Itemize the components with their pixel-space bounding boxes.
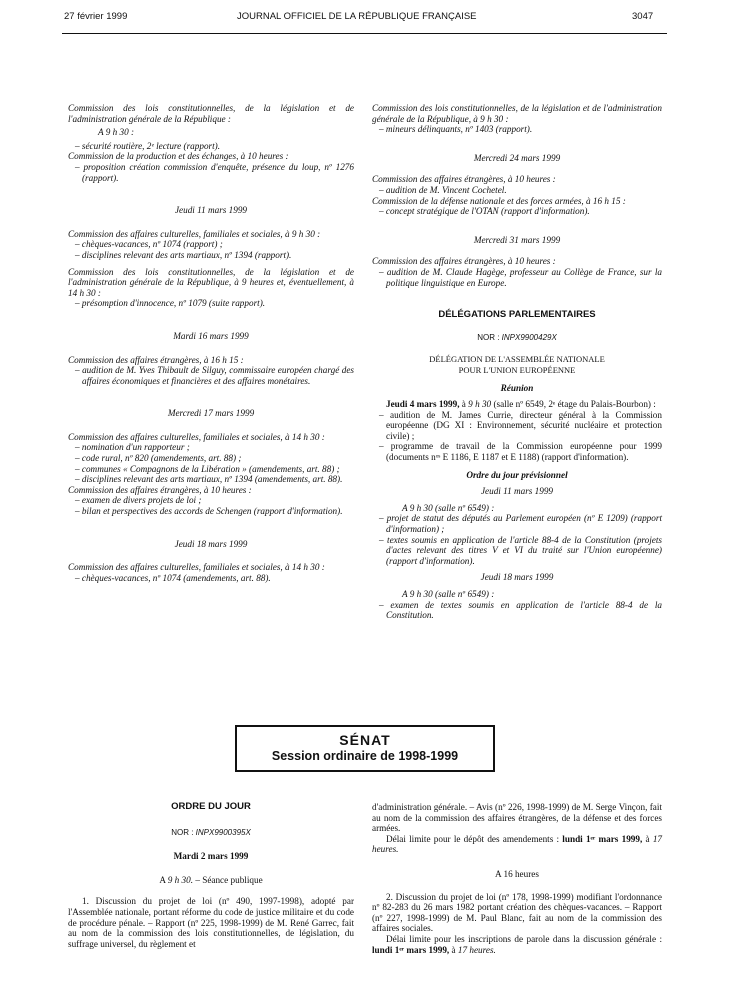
text-fragment: A	[159, 874, 168, 885]
meeting-date: Jeudi 4 mars 1999,	[386, 399, 460, 410]
journal-title: JOURNAL OFFICIEL DE LA RÉPUBLIQUE FRANÇAISE	[237, 11, 477, 22]
section-heading: DÉLÉGATIONS PARLEMENTAIRES	[438, 309, 596, 321]
left-text: Commission des affaires culturelles, familiales et sociales, à 14 h 30 :	[68, 431, 325, 442]
senat-title: SÉNAT	[339, 732, 391, 748]
left-text: Commission de la production et des échanges, à 10 heures :	[68, 151, 289, 162]
left-text: – nomination d'un rapporteur ;	[75, 442, 190, 453]
left-text: A 9 h 30 :	[98, 127, 135, 138]
left-text: – bilan et perspectives des accords de Schengen (rapport d'information).	[75, 506, 343, 517]
left-text: Commission des lois constitutionnelles, de la législation et de l'administration générale de la République :	[68, 103, 354, 124]
right-text: – audition de M. Claude Hagège, professeur au Collège de France, sur la politique linguistique en Europe.	[379, 266, 662, 288]
day-heading: Jeudi 18 mars 1999	[174, 538, 248, 549]
right-text: – projet de statut des députés au Parlement européen (nº E 1209) (rapport d'information) ;	[379, 513, 662, 535]
day-heading: Jeudi 11 mars 1999	[174, 205, 248, 216]
day-heading: Mercredi 31 mars 1999	[473, 234, 561, 245]
right-text: A 9 h 30 (salle nº 6549) :	[402, 589, 495, 599]
left-text: – disciplines relevant des arts martiaux, nº 1394 (amendements, art. 88).	[75, 474, 343, 485]
left-text: – présomption d'innocence, nº 1079 (suite rapport).	[75, 298, 266, 309]
nor-code: INPX9900429X	[501, 332, 557, 342]
subheading: Réunion	[500, 382, 534, 393]
left-text: – communes « Compagnons de la Libération » (amendements, art. 88) ;	[75, 463, 340, 474]
header-rule	[62, 33, 667, 34]
agenda-item: 1. Discussion du projet de loi (nº 490, 1997-1998), adopté par l'Assemblée nationale, portant réforme du code de justice militaire et du code de procédure pénale. – Rapport (nº 225, 1998-1999) de M. René Garrec, fait au nom de la commission des lois constitutionnelles, de législation, du suffrage universel, du règlement et	[68, 896, 354, 949]
nor-label: NOR :	[477, 332, 500, 342]
delegation-heading: DÉLÉGATION DE L'ASSEMBLÉE NATIONALE	[429, 354, 605, 365]
left-text: Commission des lois constitutionnelles, de la législation et de l'administration générale de la République, à 9 heures et, éventuellement, à 14 h 30 :	[68, 266, 354, 298]
time-heading: A 16 heures	[495, 868, 539, 879]
speaking-deadline	[372, 934, 662, 955]
text-fragment: Délai limite pour le dépôt des amendements :	[386, 833, 563, 844]
right-text: – concept stratégique de l'OTAN (rapport d'information).	[379, 206, 590, 217]
order-of-day-heading: ORDRE DU JOUR	[171, 801, 251, 812]
bottom-right-column	[372, 802, 662, 955]
right-text: – textes soumis en application de l'article 88-4 de la Constitution (projets d'actes relevant des titres V et VI du traité sur l'Union européenne) (rapport d'information).	[379, 534, 662, 566]
nor-reference	[68, 828, 354, 839]
nor-reference	[372, 333, 662, 344]
right-text: Commission des affaires étrangères, à 10 heures :	[372, 174, 556, 185]
sitting-time	[68, 875, 354, 886]
right-text: – audition de M. James Currie, directeur général à la Commission européenne (DG XI : Environnement, sécurité nucléaire et protection civile) ;	[379, 409, 662, 441]
left-text: – examen de divers projets de loi ;	[75, 495, 202, 506]
left-text: – proposition création commission d'enquête, présence du loup, nº 1276 (rapport).	[75, 161, 354, 183]
left-text: – disciplines relevant des arts martiaux, nº 1394 (rapport).	[75, 249, 292, 260]
session-title: Session ordinaire de 1998-1999	[271, 749, 459, 763]
left-text: Commission des affaires étrangères, à 16 h 15 :	[68, 354, 244, 365]
left-text: – chèques-vacances, nº 1074 (rapport) ;	[75, 239, 223, 250]
agenda-item: 2. Discussion du projet de loi (nº 178, 1998-1999) modifiant l'ordonnance nº 82-283 du 26 mars 1982 portant création des chèques-vacances. – Rapport (nº 227, 1998-1999) de M. Paul Blanc, fait au nom de la commission des affaires sociales.	[372, 891, 662, 934]
deadline-date: lundi 1ᵉʳ mars 1999,	[372, 944, 450, 955]
amendment-deadline	[372, 834, 662, 855]
right-text: A 9 h 30 (salle nº 6549) :	[402, 502, 495, 513]
right-text: – programme de travail de la Commission européenne pour 1999 (documents nᵒˢ E 1186, E 1187 et E 1188) (rapport d'information).	[379, 441, 662, 463]
deadline-date: lundi 1ᵉʳ mars 1999,	[562, 833, 643, 844]
left-text: – sécurité routière, 2ᵉ lecture (rapport).	[75, 140, 221, 151]
deadline-time: 17 heures.	[457, 944, 496, 955]
senat-title-box	[235, 725, 495, 772]
sitting-date: Mardi 2 mars 1999	[173, 851, 249, 862]
nor-label: NOR :	[171, 827, 194, 837]
day-heading: Jeudi 11 mars 1999	[480, 486, 554, 497]
subheading: Ordre du jour prévisionnel	[466, 469, 568, 480]
left-text: Commission des affaires culturelles, familiales et sociales, à 14 h 30 :	[68, 562, 325, 573]
right-text: – examen de textes soumis en application de l'article 88-4 de la Constitution.	[379, 599, 662, 621]
left-text: – audition de M. Yves Thibault de Silguy, commissaire européen chargé des affaires économiques et financières et des affaires monétaires.	[75, 365, 354, 386]
text-fragment: à	[449, 944, 458, 955]
delegation-heading: POUR L'UNION EUROPÉENNE	[458, 364, 576, 375]
right-text: – mineurs délinquants, nº 1403 (rapport).	[379, 124, 533, 135]
meeting-time: 9 h 30	[468, 399, 492, 410]
right-column	[372, 103, 662, 621]
deadline-time: 17 heures.	[372, 833, 662, 855]
agenda-text: d'administration générale. – Avis (nº 226, 1998-1999) de M. Serge Vinçon, fait au nom de la commission des affaires étrangères, de la défense et des forces armées.	[372, 802, 662, 834]
nor-code: INPX9900395X	[195, 827, 251, 837]
left-column	[68, 103, 354, 583]
right-text: Commission des affaires étrangères, à 10 heures :	[372, 256, 556, 267]
day-heading: Mardi 16 mars 1999	[173, 330, 249, 341]
right-text: – audition de M. Vincent Cochetel.	[379, 184, 507, 195]
left-text: Commission des affaires étrangères, à 10 heures :	[68, 484, 252, 495]
text-fragment: (salle nº 6549, 2ᵉ étage du Palais-Bourbon) :	[491, 399, 656, 410]
left-text: – code rural, nº 820 (amendements, art. 88) ;	[75, 453, 242, 464]
text-fragment: – Séance publique	[193, 874, 263, 885]
bottom-left-column	[68, 802, 354, 949]
page-header	[0, 0, 731, 30]
meeting-intro	[372, 399, 662, 410]
right-text: Commission des lois constitutionnelles, de la législation et de l'administration générale de la République, à 9 h 30 :	[372, 103, 662, 124]
day-heading: Jeudi 18 mars 1999	[480, 572, 554, 583]
left-text: – chèques-vacances, nº 1074 (amendements, art. 88).	[75, 572, 271, 583]
day-heading: Mercredi 24 mars 1999	[473, 152, 561, 163]
day-heading: Mercredi 17 mars 1999	[167, 408, 255, 419]
text-fragment: à	[459, 399, 469, 410]
text-fragment: à	[642, 833, 653, 844]
header-date: 27 février 1999	[64, 11, 128, 22]
text-fragment: Délai limite pour les inscriptions de parole dans la discussion générale :	[386, 933, 662, 944]
left-text: Commission des affaires culturelles, familiales et sociales, à 9 h 30 :	[68, 228, 321, 239]
time-value: 9 h 30.	[167, 874, 194, 885]
page-number: 3047	[632, 11, 654, 22]
right-text: Commission de la défense nationale et des forces armées, à 16 h 15 :	[372, 195, 626, 206]
